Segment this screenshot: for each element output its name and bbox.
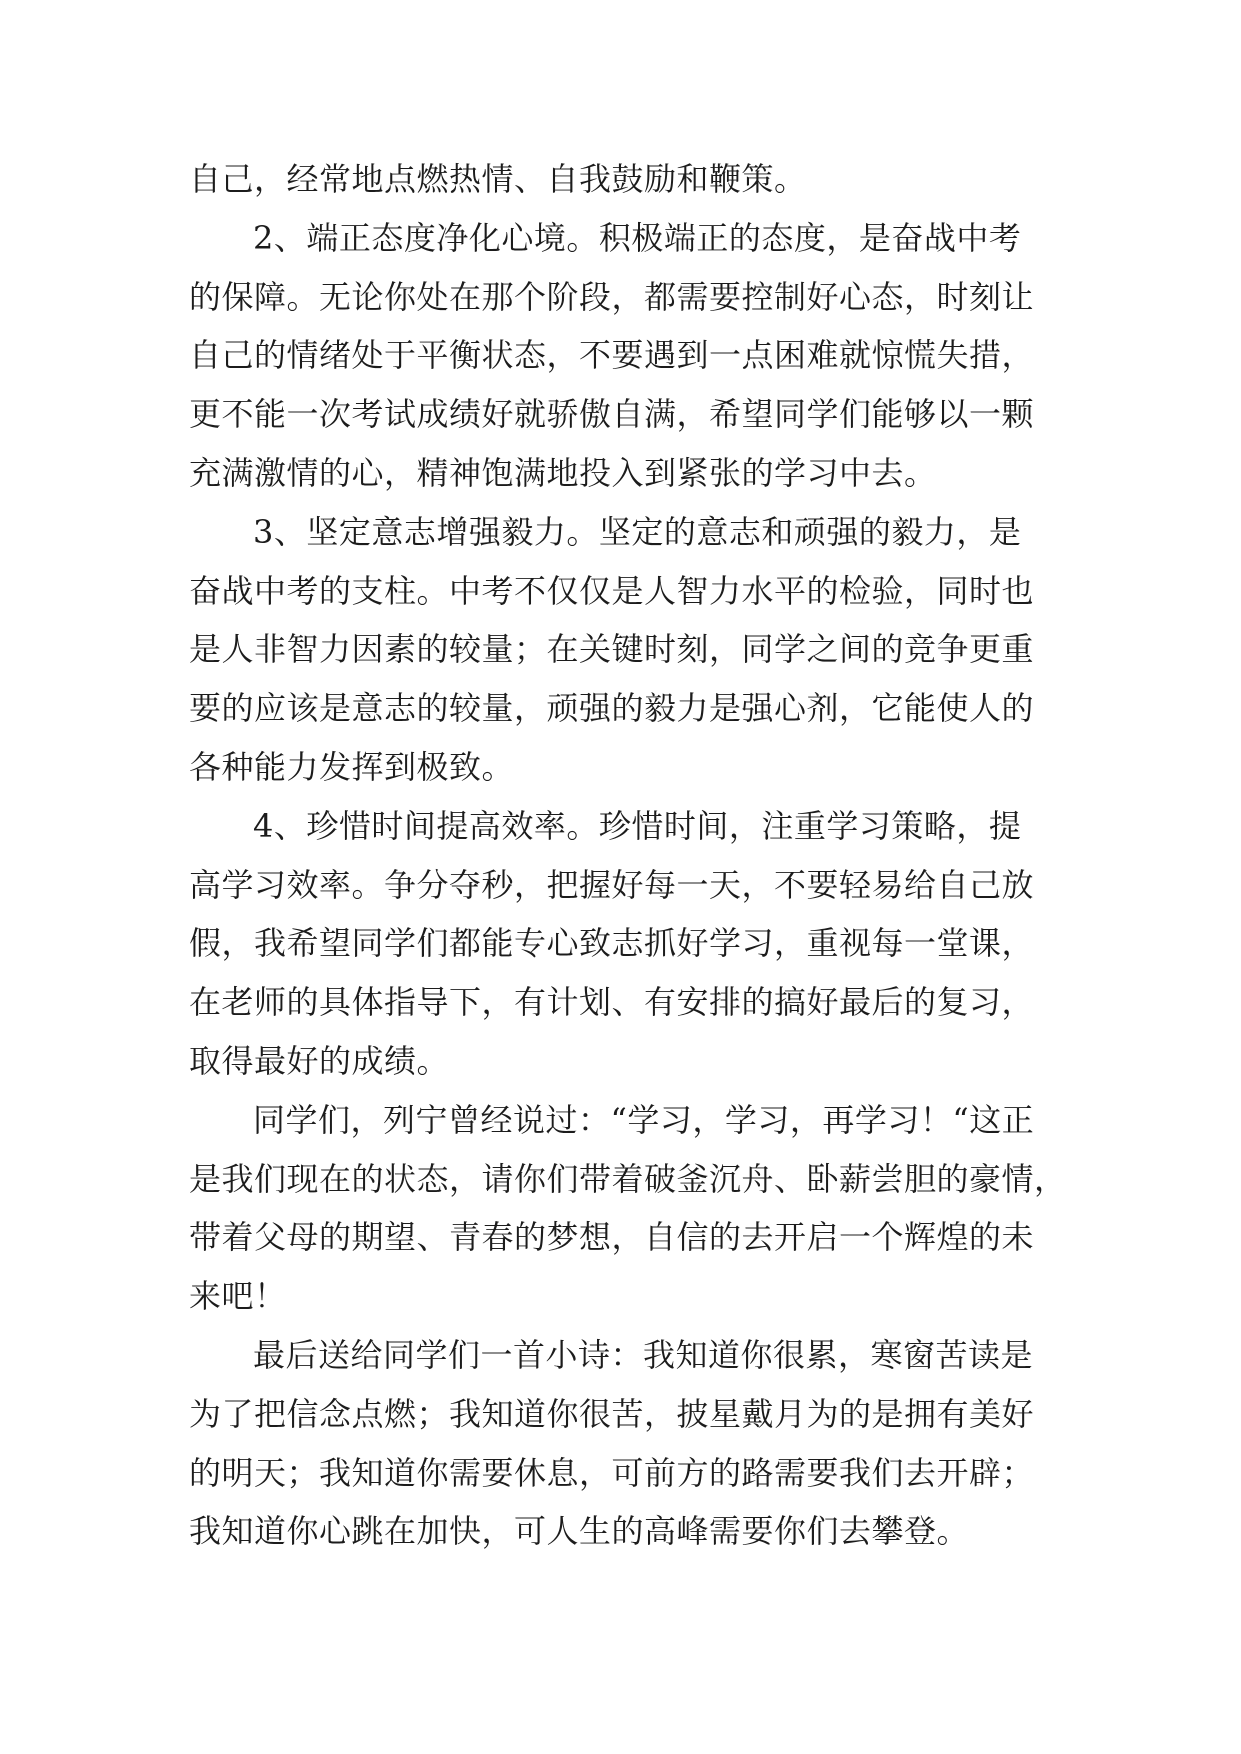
text-line: 在老师的具体指导下，有计划、有安排的搞好最后的复习，	[189, 983, 1035, 1022]
text-line: 的保障。无论你处在那个阶段，都需要控制好心态，时刻让	[189, 277, 1035, 316]
text-line: 3、坚定意志增强毅力。坚定的意志和顽强的毅力，是	[253, 512, 1022, 551]
text-line: 我知道你心跳在加快，可人生的高峰需要你们去攀登。	[189, 1512, 970, 1551]
text-line: 充满激情的心，精神饱满地投入到紧张的学习中去。	[189, 453, 937, 492]
text-line: 4、珍惜时间提高效率。珍惜时间，注重学习策略，提	[253, 806, 1022, 845]
text-line: 来吧！	[189, 1277, 287, 1316]
text-line: 更不能一次考试成绩好就骄傲自满，希望同学们能够以一颗	[189, 395, 1035, 434]
text-line: 为了把信念点燃；我知道你很苦，披星戴月为的是拥有美好	[189, 1394, 1035, 1433]
text-line: 最后送给同学们一首小诗：我知道你很累，寒窗苦读是	[253, 1335, 1034, 1374]
text-line: 自己的情绪处于平衡状态，不要遇到一点困难就惊慌失措，	[189, 336, 1035, 375]
text-line: 2、端正态度净化心境。积极端正的态度，是奋战中考	[253, 218, 1022, 257]
text-line: 取得最好的成绩。	[189, 1041, 450, 1080]
text-line: 的明天；我知道你需要休息，可前方的路需要我们去开辟；	[189, 1453, 1035, 1492]
text-line: 同学们，列宁曾经说过：“学习，学习，再学习！“这正	[253, 1100, 1035, 1139]
text-line: 假，我希望同学们都能专心致志抓好学习，重视每一堂课，	[189, 924, 1035, 963]
text-line: 各种能力发挥到极致。	[189, 747, 515, 786]
text-line: 奋战中考的支柱。中考不仅仅是人智力水平的检验，同时也	[189, 571, 1035, 610]
text-line: 自己，经常地点燃热情、自我鼓励和鞭策。	[189, 160, 807, 198]
text-line: 要的应该是意志的较量，顽强的毅力是强心剂，它能使人的	[189, 689, 1035, 728]
text-line: 高学习效率。争分夺秒，把握好每一天，不要轻易给自己放	[189, 865, 1035, 904]
text-line: 是人非智力因素的较量；在关键时刻，同学之间的竞争更重	[189, 630, 1035, 669]
text-line: 带着父母的期望、青春的梦想，自信的去开启一个辉煌的未	[189, 1218, 1035, 1257]
document-body	[189, 150, 1069, 1561]
text-line: 是我们现在的状态，请你们带着破釜沉舟、卧薪尝胆的豪情，	[189, 1159, 1067, 1198]
